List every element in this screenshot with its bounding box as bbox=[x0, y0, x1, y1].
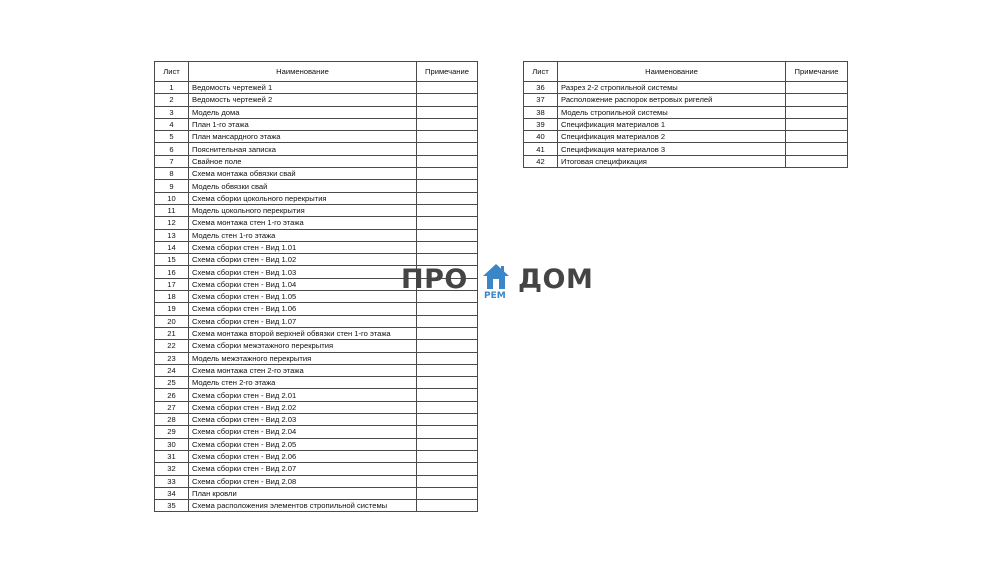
sheet-name-cell: Схема сборки стен - Вид 2.03 bbox=[189, 414, 417, 426]
sheet-name-cell: Итоговая спецификация bbox=[558, 155, 786, 167]
sheet-number-cell: 21 bbox=[155, 327, 189, 339]
sheet-number-cell: 19 bbox=[155, 303, 189, 315]
sheet-number-cell: 5 bbox=[155, 131, 189, 143]
col-header-sheet: Лист bbox=[524, 62, 558, 82]
sheet-name-cell: Модель стропильной системы bbox=[558, 106, 786, 118]
sheet-name-cell: Модель обвязки свай bbox=[189, 180, 417, 192]
sheet-number-cell: 42 bbox=[524, 155, 558, 167]
table-row bbox=[155, 450, 478, 462]
table-row bbox=[524, 143, 848, 155]
sheet-note-cell bbox=[417, 241, 478, 253]
sheet-name-cell: Схема сборки стен - Вид 1.06 bbox=[189, 303, 417, 315]
table-row bbox=[155, 94, 478, 106]
sheet-number-cell: 20 bbox=[155, 315, 189, 327]
sheet-name-cell: Схема монтажа второй верхней обвязки стен 1-го этажа bbox=[189, 327, 417, 339]
sheet-note-cell bbox=[417, 180, 478, 192]
sheet-number-cell: 7 bbox=[155, 155, 189, 167]
sheet-number-cell: 32 bbox=[155, 463, 189, 475]
table-row bbox=[524, 118, 848, 130]
col-header-name: Наименование bbox=[558, 62, 786, 82]
table-row bbox=[155, 82, 478, 94]
drawing-list-table-right bbox=[523, 61, 848, 168]
sheet-note-cell bbox=[417, 192, 478, 204]
sheet-number-cell: 31 bbox=[155, 450, 189, 462]
sheet-note-cell bbox=[417, 487, 478, 499]
sheet-number-cell: 26 bbox=[155, 389, 189, 401]
sheet-number-cell: 24 bbox=[155, 364, 189, 376]
table-row bbox=[155, 389, 478, 401]
table-row bbox=[155, 229, 478, 241]
sheet-number-cell: 16 bbox=[155, 266, 189, 278]
table-row bbox=[155, 364, 478, 376]
sheet-note-cell bbox=[786, 143, 848, 155]
sheet-name-cell: Схема монтажа стен 1-го этажа bbox=[189, 217, 417, 229]
table-row bbox=[155, 438, 478, 450]
sheet-note-cell bbox=[786, 94, 848, 106]
sheet-number-cell: 10 bbox=[155, 192, 189, 204]
sheet-name-cell: Свайное поле bbox=[189, 155, 417, 167]
sheet-note-cell bbox=[417, 155, 478, 167]
table-row bbox=[155, 315, 478, 327]
sheet-note-cell bbox=[417, 315, 478, 327]
sheet-note-cell bbox=[417, 389, 478, 401]
sheet-number-cell: 30 bbox=[155, 438, 189, 450]
sheet-name-cell: Спецификация материалов 1 bbox=[558, 118, 786, 130]
table-row bbox=[155, 192, 478, 204]
sheet-number-cell: 15 bbox=[155, 254, 189, 266]
sheet-name-cell: Схема расположения элементов стропильной системы bbox=[189, 500, 417, 512]
table-row bbox=[155, 487, 478, 499]
sheet-number-cell: 4 bbox=[155, 118, 189, 130]
table-row bbox=[155, 155, 478, 167]
sheet-name-cell: Модель дома bbox=[189, 106, 417, 118]
sheet-number-cell: 12 bbox=[155, 217, 189, 229]
sheet-note-cell bbox=[417, 438, 478, 450]
sheet-note-cell bbox=[417, 106, 478, 118]
table-row bbox=[155, 414, 478, 426]
sheet-name-cell: Схема сборки стен - Вид 1.04 bbox=[189, 278, 417, 290]
sheet-number-cell: 6 bbox=[155, 143, 189, 155]
table-row bbox=[155, 463, 478, 475]
sheet-name-cell: Схема сборки стен - Вид 2.05 bbox=[189, 438, 417, 450]
sheet-name-cell: Схема сборки стен - Вид 1.02 bbox=[189, 254, 417, 266]
logo-text-pro: ПРО bbox=[401, 264, 468, 295]
sheet-name-cell: Модель стен 2-го этажа bbox=[189, 377, 417, 389]
sheet-note-cell bbox=[417, 82, 478, 94]
sheet-name-cell: Спецификация материалов 2 bbox=[558, 131, 786, 143]
col-header-name: Наименование bbox=[189, 62, 417, 82]
sheet-number-cell: 13 bbox=[155, 229, 189, 241]
table-row bbox=[524, 131, 848, 143]
sheet-name-cell: План 1-го этажа bbox=[189, 118, 417, 130]
table-row bbox=[155, 327, 478, 339]
sheet-note-cell bbox=[417, 463, 478, 475]
table-row bbox=[524, 82, 848, 94]
sheet-name-cell: Схема сборки стен - Вид 1.03 bbox=[189, 266, 417, 278]
sheet-number-cell: 29 bbox=[155, 426, 189, 438]
sheet-note-cell bbox=[417, 377, 478, 389]
table-row bbox=[155, 180, 478, 192]
sheet-name-cell: Схема сборки цокольного перекрытия bbox=[189, 192, 417, 204]
logo-text-rem: РЕМ bbox=[484, 291, 506, 301]
sheet-name-cell: Схема сборки стен - Вид 1.07 bbox=[189, 315, 417, 327]
sheet-number-cell: 17 bbox=[155, 278, 189, 290]
table-header-row bbox=[155, 62, 478, 82]
sheet-note-cell bbox=[417, 131, 478, 143]
sheet-number-cell: 35 bbox=[155, 500, 189, 512]
sheet-name-cell: Спецификация материалов 3 bbox=[558, 143, 786, 155]
sheet-number-cell: 3 bbox=[155, 106, 189, 118]
table-row bbox=[155, 168, 478, 180]
sheet-note-cell bbox=[786, 106, 848, 118]
sheet-name-cell: Схема сборки стен - Вид 2.04 bbox=[189, 426, 417, 438]
sheet-name-cell: Разрез 2-2 стропильной системы bbox=[558, 82, 786, 94]
sheet-number-cell: 11 bbox=[155, 204, 189, 216]
table-row bbox=[155, 500, 478, 512]
col-header-sheet: Лист bbox=[155, 62, 189, 82]
sheet-number-cell: 1 bbox=[155, 82, 189, 94]
sheet-note-cell bbox=[417, 303, 478, 315]
sheet-note-cell bbox=[417, 352, 478, 364]
sheet-note-cell bbox=[786, 131, 848, 143]
sheet-number-cell: 2 bbox=[155, 94, 189, 106]
sheet-name-cell: Схема сборки стен - Вид 2.07 bbox=[189, 463, 417, 475]
sheet-note-cell bbox=[417, 414, 478, 426]
sheet-name-cell: Ведомость чертежей 1 bbox=[189, 82, 417, 94]
table-row bbox=[524, 155, 848, 167]
sheet-note-cell bbox=[786, 118, 848, 130]
table-row bbox=[155, 303, 478, 315]
sheet-name-cell: Схема сборки стен - Вид 2.02 bbox=[189, 401, 417, 413]
table-row bbox=[155, 241, 478, 253]
sheet-name-cell: Схема монтажа обвязки свай bbox=[189, 168, 417, 180]
table-row bbox=[155, 401, 478, 413]
col-header-note: Примечание bbox=[417, 62, 478, 82]
sheet-name-cell: Схема сборки стен - Вид 2.08 bbox=[189, 475, 417, 487]
table-row bbox=[155, 475, 478, 487]
table-row bbox=[155, 143, 478, 155]
table-row bbox=[155, 377, 478, 389]
sheet-note-cell bbox=[417, 204, 478, 216]
sheet-note-cell bbox=[417, 340, 478, 352]
table-row bbox=[155, 217, 478, 229]
table-body-right bbox=[524, 82, 848, 168]
sheet-number-cell: 8 bbox=[155, 168, 189, 180]
sheet-note-cell bbox=[786, 82, 848, 94]
sheet-name-cell: Модель цокольного перекрытия bbox=[189, 204, 417, 216]
logo-text-dom: ДОМ bbox=[518, 264, 594, 295]
house-icon bbox=[481, 262, 511, 292]
sheet-number-cell: 9 bbox=[155, 180, 189, 192]
sheet-note-cell bbox=[417, 364, 478, 376]
table-row bbox=[155, 204, 478, 216]
sheet-number-cell: 39 bbox=[524, 118, 558, 130]
sheet-name-cell: Схема сборки стен - Вид 1.05 bbox=[189, 291, 417, 303]
sheet-note-cell bbox=[417, 327, 478, 339]
table-row bbox=[155, 118, 478, 130]
col-header-note: Примечание bbox=[786, 62, 848, 82]
sheet-number-cell: 40 bbox=[524, 131, 558, 143]
sheet-note-cell bbox=[417, 94, 478, 106]
sheet-note-cell bbox=[417, 475, 478, 487]
sheet-note-cell bbox=[417, 426, 478, 438]
table-header-row bbox=[524, 62, 848, 82]
sheet-number-cell: 33 bbox=[155, 475, 189, 487]
table-row bbox=[524, 94, 848, 106]
sheet-name-cell: План мансардного этажа bbox=[189, 131, 417, 143]
sheet-name-cell: Схема сборки стен - Вид 1.01 bbox=[189, 241, 417, 253]
sheet-name-cell: Схема сборки стен - Вид 2.01 bbox=[189, 389, 417, 401]
sheet-note-cell bbox=[417, 168, 478, 180]
sheet-number-cell: 25 bbox=[155, 377, 189, 389]
sheet-number-cell: 41 bbox=[524, 143, 558, 155]
sheet-number-cell: 34 bbox=[155, 487, 189, 499]
sheet-note-cell bbox=[417, 450, 478, 462]
sheet-number-cell: 14 bbox=[155, 241, 189, 253]
sheet-number-cell: 38 bbox=[524, 106, 558, 118]
sheet-number-cell: 22 bbox=[155, 340, 189, 352]
table-row bbox=[524, 106, 848, 118]
sheet-name-cell: Ведомость чертежей 2 bbox=[189, 94, 417, 106]
sheet-name-cell: Пояснительная записка bbox=[189, 143, 417, 155]
sheet-name-cell: Модель межэтажного перекрытия bbox=[189, 352, 417, 364]
sheet-name-cell: Модель стен 1-го этажа bbox=[189, 229, 417, 241]
sheet-note-cell bbox=[417, 229, 478, 241]
table-row bbox=[155, 426, 478, 438]
sheet-name-cell: План кровли bbox=[189, 487, 417, 499]
prodom-logo bbox=[401, 262, 601, 304]
sheet-note-cell bbox=[417, 143, 478, 155]
table-row bbox=[155, 340, 478, 352]
sheet-number-cell: 28 bbox=[155, 414, 189, 426]
sheet-note-cell bbox=[417, 500, 478, 512]
sheet-number-cell: 37 bbox=[524, 94, 558, 106]
sheet-number-cell: 27 bbox=[155, 401, 189, 413]
sheet-note-cell bbox=[417, 401, 478, 413]
table-row bbox=[155, 106, 478, 118]
sheet-name-cell: Схема сборки стен - Вид 2.06 bbox=[189, 450, 417, 462]
sheet-note-cell bbox=[786, 155, 848, 167]
sheet-name-cell: Схема монтажа стен 2-го этажа bbox=[189, 364, 417, 376]
sheet-number-cell: 36 bbox=[524, 82, 558, 94]
sheet-name-cell: Схема сборки межэтажного перекрытия bbox=[189, 340, 417, 352]
sheet-number-cell: 18 bbox=[155, 291, 189, 303]
table-row bbox=[155, 131, 478, 143]
sheet-note-cell bbox=[417, 217, 478, 229]
sheet-name-cell: Расположение распорок ветровых ригелей bbox=[558, 94, 786, 106]
table-row bbox=[155, 352, 478, 364]
sheet-number-cell: 23 bbox=[155, 352, 189, 364]
sheet-note-cell bbox=[417, 118, 478, 130]
